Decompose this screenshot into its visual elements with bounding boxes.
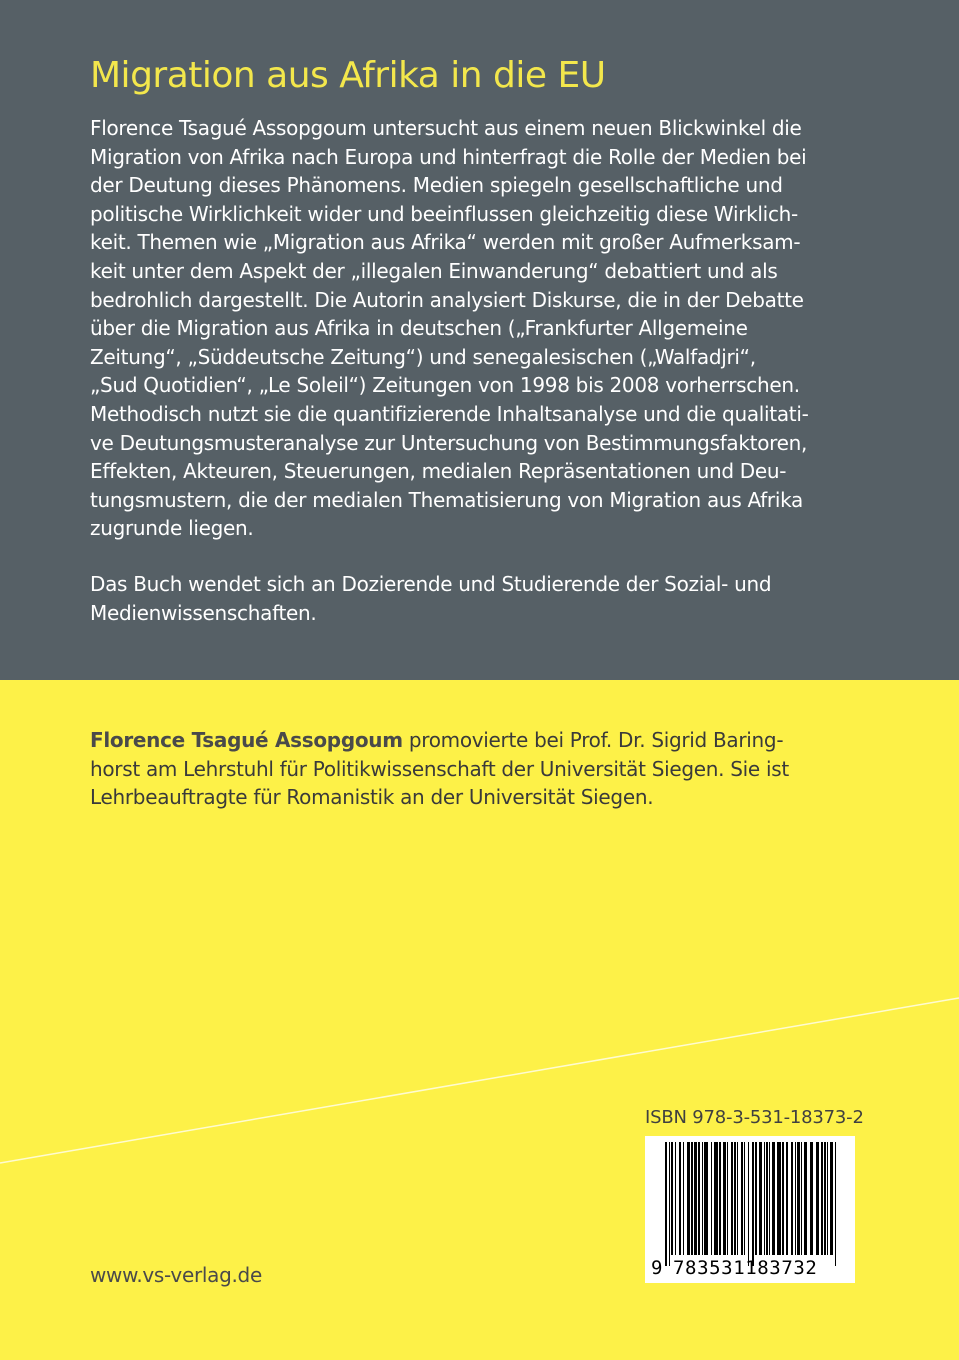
barcode-bar	[777, 1142, 781, 1255]
publisher-website: www.vs-verlag.de	[90, 1263, 262, 1287]
barcode-bar	[764, 1142, 765, 1255]
barcode-bar	[759, 1142, 762, 1255]
barcode-bar	[795, 1142, 796, 1255]
barcode-bar	[714, 1142, 718, 1255]
barcode-bar	[835, 1142, 836, 1266]
book-title: Migration aus Afrika in die EU	[90, 55, 606, 96]
author-bio-line	[90, 726, 890, 755]
barcode	[645, 1136, 855, 1283]
barcode-bar	[723, 1142, 726, 1255]
barcode-bar	[782, 1142, 784, 1255]
barcode-bar	[827, 1142, 828, 1255]
description-line: tungsmustern, die der medialen Thematisierung von Migration aus Afrika	[90, 487, 803, 512]
barcode-bar	[711, 1142, 712, 1255]
barcode-digits	[645, 1255, 855, 1281]
barcode-bar	[748, 1142, 749, 1266]
barcode-bar	[687, 1142, 690, 1255]
description-line: Migration von Afrika nach Europa und hinterfragt die Rolle der Medien bei	[90, 144, 807, 169]
audience-line: Medienwissenschaften.	[90, 600, 317, 625]
barcode-number: 783531183732	[673, 1257, 818, 1279]
description-line: Florence Tsagué Assopgoum untersucht aus einem neuen Blickwinkel die	[90, 116, 802, 140]
barcode-bar	[816, 1142, 819, 1255]
barcode-bar	[786, 1142, 788, 1255]
barcode-bar	[810, 1142, 813, 1255]
description-line: Effekten, Akteuren, Steuerungen, medialen Repräsentationen und Deu-	[90, 459, 787, 484]
barcode-bar	[671, 1142, 673, 1255]
description-line: keit unter dem Aspekt der „illegalen Einwanderung“ debattiert und als	[90, 258, 778, 283]
description-line: politische Wirklichkeit wider und beeinflussen gleichzeitig diese Wirklich-	[90, 201, 798, 226]
barcode-bar	[830, 1142, 833, 1255]
author-bio-line: Lehrbeauftragte für Romanistik an der Universität Siegen.	[90, 785, 654, 810]
description-line: „Sud Quotidien“, „Le Soleil“) Zeitungen von 1998 bis 2008 vorherrschen.	[90, 373, 800, 398]
barcode-bar	[741, 1142, 743, 1255]
barcode-bar	[727, 1142, 728, 1255]
author-bio	[90, 726, 890, 812]
barcode-bar	[675, 1142, 676, 1255]
author-bio-line: horst am Lehrstuhl für Politikwissenschaft der Universität Siegen. Sie ist	[90, 756, 789, 781]
barcode-bar	[824, 1142, 826, 1255]
author-bio-text: promovierte bei Prof. Dr. Sigrid Baring-	[402, 728, 784, 752]
barcode-bar	[766, 1142, 768, 1255]
barcode-bar	[698, 1142, 700, 1255]
barcode-bar	[737, 1142, 738, 1255]
barcode-bar	[683, 1142, 684, 1255]
barcode-bar	[821, 1142, 823, 1255]
description-line: der Deutung dieses Phänomens. Medien spiegeln gesellschaftliche und	[90, 173, 783, 198]
audience-note	[90, 570, 890, 627]
description-line: bedrohlich dargestellt. Die Autorin analysiert Diskurse, die in der Debatte	[90, 287, 804, 312]
barcode-bar	[694, 1142, 697, 1255]
description-line: über die Migration aus Afrika in deutschen („Frankfurter Allgemeine	[90, 316, 748, 341]
barcode-bar	[691, 1142, 693, 1255]
barcode-bar	[791, 1142, 793, 1255]
barcode-bar	[769, 1142, 770, 1255]
barcode-bar	[702, 1142, 703, 1255]
barcode-bar	[804, 1142, 807, 1255]
barcode-bar	[772, 1142, 775, 1255]
barcode-bar	[731, 1142, 733, 1255]
description-line: Methodisch nutzt sie die quantifizierende Inhaltsanalyse und die qualitati-	[90, 401, 809, 426]
barcode-bar	[665, 1142, 667, 1266]
isbn-label: ISBN 978-3-531-18373-2	[645, 1107, 864, 1128]
barcode-bar	[669, 1142, 670, 1266]
barcode-bar	[679, 1142, 681, 1255]
barcode-bar	[801, 1142, 802, 1255]
description-line: ve Deutungsmusteranalyse zur Untersuchung von Bestimmungsfaktoren,	[90, 430, 808, 455]
barcode-bar	[704, 1142, 708, 1255]
barcode-bar	[755, 1142, 757, 1255]
barcode-bar	[734, 1142, 736, 1255]
description-line: zugrunde liegen.	[90, 516, 254, 541]
description-line: keit. Themen wie „Migration aus Afrika“ werden mit großer Aufmerksam-	[90, 230, 801, 255]
barcode-bar	[752, 1142, 754, 1266]
barcode-first-digit: 9	[651, 1257, 664, 1279]
barcode-bar	[719, 1142, 721, 1255]
description-line: Zeitung“, „Süddeutsche Zeitung“) und senegalesischen („Walfadjri“,	[90, 344, 756, 369]
audience-line: Das Buch wendet sich an Dozierende und Studierende der Sozial- und	[90, 572, 772, 596]
barcode-bar	[797, 1142, 800, 1255]
book-description	[90, 114, 890, 543]
barcode-bar	[744, 1142, 745, 1255]
author-name: Florence Tsagué Assopgoum	[90, 728, 403, 752]
